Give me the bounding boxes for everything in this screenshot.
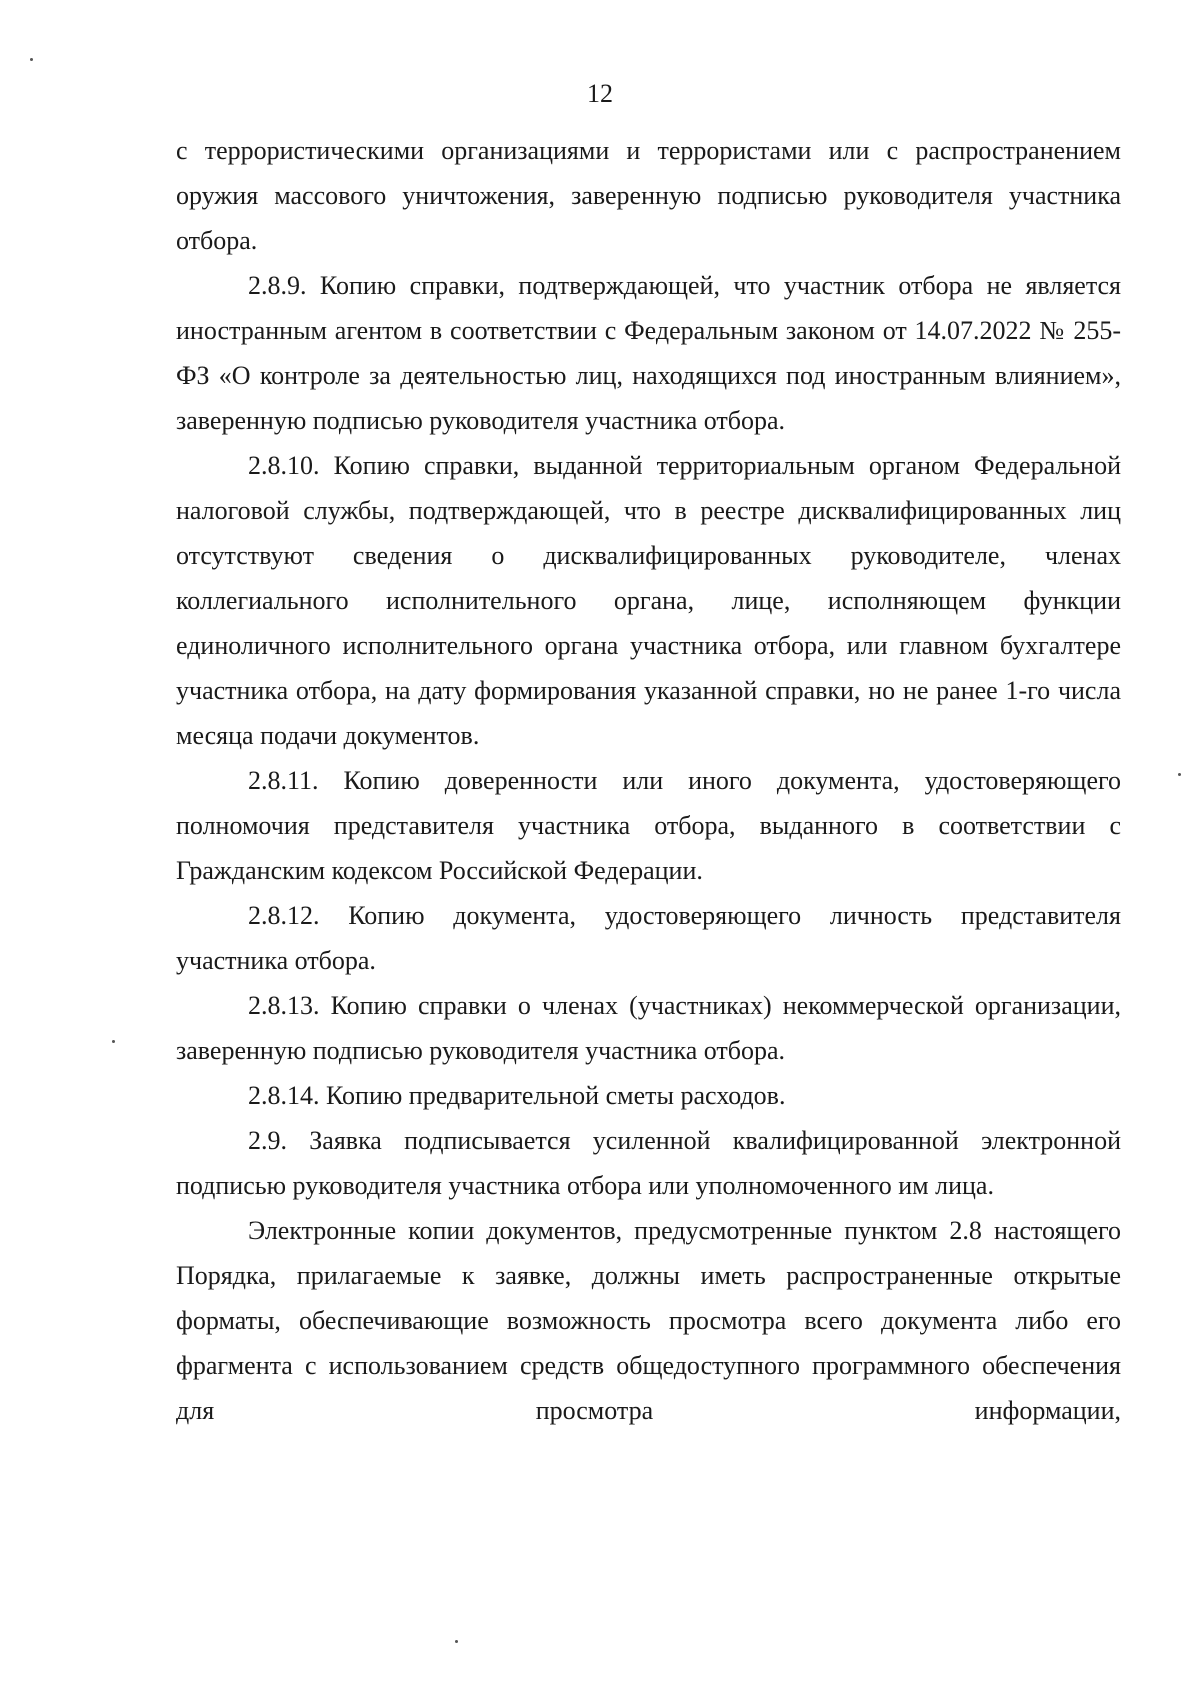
scan-speck (112, 1040, 115, 1043)
paragraph-2-8-10: 2.8.10. Копию справки, выданной территориальным органом Федеральной налоговой службы, подтверждающей, что в реестре дисквалифицированных лиц отсутствуют сведения о дисквалифицированных руководителе, членах коллегиального исполнительного органа, лице, исполняющем функции единоличного исполнительного органа участника отбора, или главном бухгалтере участника отбора, на дату формирования указанной справки, но не ранее 1-го числа месяца подачи документов. (176, 451, 1121, 750)
document-body (176, 128, 1121, 1433)
paragraph-2-8-9: 2.8.9. Копию справки, подтверждающей, что участник отбора не является иностранным агентом в соответствии с Федеральным законом от 14.07.2022 № 255-ФЗ «О контроле за деятельностью лиц, находящихся под иностранным влиянием», заверенную подписью руководителя участника отбора. (176, 271, 1121, 435)
scan-speck (30, 58, 33, 61)
paragraph-electronic-copies: Электронные копии документов, предусмотренные пунктом 2.8 настоящего Порядка, прилагаемые к заявке, должны иметь распространенные открытые форматы, обеспечивающие возможность просмотра всего документа либо его фрагмента с использованием средств общедоступного программного обеспечения для просмотра информации, (176, 1216, 1121, 1425)
scan-speck (1178, 773, 1181, 776)
paragraph-continuation: с террористическими организациями и террористами или с распространением оружия массового уничтожения, заверенную подписью руководителя участника отбора. (176, 136, 1121, 255)
scan-speck (455, 1640, 458, 1643)
paragraph-2-8-13: 2.8.13. Копию справки о членах (участниках) некоммерческой организации, заверенную подписью руководителя участника отбора. (176, 991, 1121, 1065)
paragraph-2-9: 2.9. Заявка подписывается усиленной квалифицированной электронной подписью руководителя участника отбора или уполномоченного им лица. (176, 1126, 1121, 1200)
paragraph-2-8-11: 2.8.11. Копию доверенности или иного документа, удостоверяющего полномочия представителя участника отбора, выданного в соответствии с Гражданским кодексом Российской Федерации. (176, 766, 1121, 885)
paragraph-2-8-12: 2.8.12. Копию документа, удостоверяющего личность представителя участника отбора. (176, 901, 1121, 975)
paragraph-2-8-14: 2.8.14. Копию предварительной сметы расходов. (248, 1081, 786, 1110)
page-number: 12 (587, 79, 613, 108)
